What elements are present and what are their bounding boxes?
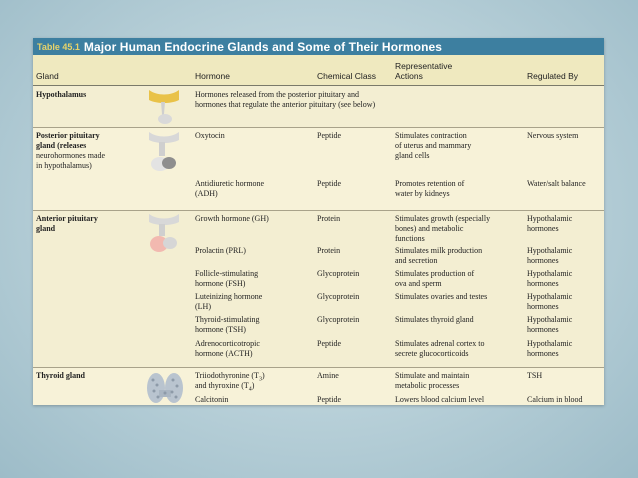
class-gh: Protein (317, 214, 341, 223)
hormone-acth-line1: Adrenocorticotropic (195, 339, 260, 348)
hormone-t3-subscript: 3 (258, 376, 262, 383)
hormone-fsh-line2: hormone (FSH) (195, 279, 246, 288)
header-actions-line2: Actions (395, 71, 423, 81)
reg-prl-line2: hormones (527, 256, 559, 265)
table-row (33, 128, 604, 211)
reg-oxytocin: Nervous system (527, 131, 579, 140)
header-regulated-by: Regulated By (527, 71, 579, 81)
table-header-row (33, 55, 604, 86)
class-fsh: Glycoprotein (317, 269, 360, 278)
hormone-t4 (195, 381, 315, 395)
hormone-t3-text: Triiodothyronine (T (195, 371, 259, 380)
reg-lh-line2: hormones (527, 302, 559, 311)
table-number: Table 45.1 (37, 41, 80, 52)
reg-lh-line1: Hypothalamic (527, 292, 573, 301)
table-body (33, 86, 604, 405)
hormone-calcitonin: Calcitonin (195, 395, 229, 404)
gland-thyroid: Thyroid gland (36, 371, 85, 380)
gland-posterior-pituitary: Posterior pituitary (36, 131, 100, 140)
table-title: Major Human Endocrine Glands and Some of Their Hormones (83, 39, 443, 54)
hypothalamus-desc-line1: Hormones released from the posterior pituitary and (195, 90, 359, 99)
hormone-t4-close: ) (251, 381, 255, 390)
table-title-bar (33, 38, 604, 55)
posterior-gland-note-line3: in hypothalamus) (36, 161, 92, 170)
hormone-gh: Growth hormone (GH) (195, 214, 269, 223)
hormone-adh-line1: Antidiuretic hormone (195, 179, 265, 188)
reg-tsh-line1: Hypothalamic (527, 315, 573, 324)
hormone-acth-line2: hormone (ACTH) (195, 349, 253, 358)
action-oxytocin-line1: Stimulates contraction (395, 131, 467, 140)
reg-adh: Water/salt balance (527, 179, 586, 188)
header-chemical-class: Chemical Class (317, 71, 377, 81)
action-acth-line1: Stimulates adrenal cortex to (395, 339, 485, 348)
action-t3-t4-line1: Stimulate and maintain (395, 371, 470, 380)
class-acth: Peptide (317, 339, 341, 348)
table-row (33, 211, 604, 368)
action-fsh-line2: ova and sperm (395, 279, 442, 288)
hypothalamus-illustration (145, 86, 181, 126)
class-tsh: Glycoprotein (317, 315, 360, 324)
gland-hypothalamus: Hypothalamus (36, 90, 87, 99)
class-calcitonin: Peptide (317, 395, 341, 404)
class-t3-t4: Amine (317, 371, 339, 380)
hormone-t4-text: and thyroxine (T (195, 381, 249, 390)
action-adh-line1: Promotes retention of (395, 179, 465, 188)
action-gh-line2: bones) and metabolic (395, 224, 464, 233)
class-prl: Protein (317, 246, 341, 255)
action-oxytocin-line3: gland cells (395, 151, 430, 160)
gland-anterior-pituitary-line2: gland (36, 224, 56, 233)
action-gh-line3: functions (395, 234, 425, 243)
hormone-tsh-line1: Thyroid-stimulating (195, 315, 260, 324)
hormone-lh-line2: (LH) (195, 302, 211, 311)
reg-acth-line2: hormones (527, 349, 559, 358)
reg-fsh-line2: hormones (527, 279, 559, 288)
posterior-gland-note-line1 (36, 141, 128, 151)
reg-gh-line1: Hypothalamic (527, 214, 573, 223)
hormone-oxytocin: Oxytocin (195, 131, 225, 140)
hormone-t3-close: ) (261, 371, 265, 380)
hormone-lh-line1: Luteinizing hormone (195, 292, 263, 301)
reg-fsh-line1: Hypothalamic (527, 269, 573, 278)
reg-gh-line2: hormones (527, 224, 559, 233)
action-adh-line2: water by kidneys (395, 189, 450, 198)
action-gh-line1: Stimulates growth (especially (395, 214, 491, 223)
posterior-pituitary-illustration (143, 130, 183, 176)
hypothalamus-desc-line2: hormones that regulate the anterior pituitary (see below) (195, 100, 376, 109)
header-actions-line1: Representative (395, 61, 453, 71)
reg-tsh-line2: hormones (527, 325, 559, 334)
table-row (33, 86, 604, 128)
posterior-gland-name-line2: gland (releases (36, 141, 87, 150)
action-calcitonin: Lowers blood calcium level (395, 395, 485, 404)
action-lh: Stimulates ovaries and testes (395, 292, 488, 301)
anterior-pituitary-illustration (143, 212, 183, 256)
posterior-gland-note-line2: neurohormones made (36, 151, 106, 160)
thyroid-illustration (145, 370, 185, 405)
header-hormone: Hormone (195, 71, 230, 81)
class-oxytocin: Peptide (317, 131, 341, 140)
action-t3-t4-line2: metabolic processes (395, 381, 460, 390)
gland-anterior-pituitary: Anterior pituitary (36, 214, 98, 223)
reg-calcitonin: Calcium in blood (527, 395, 583, 404)
class-lh: Glycoprotein (317, 292, 360, 301)
hormone-tsh-line2: hormone (TSH) (195, 325, 246, 334)
action-prl-line1: Stimulates milk production (395, 246, 483, 255)
action-tsh: Stimulates thyroid gland (395, 315, 474, 324)
reg-t3-t4: TSH (527, 371, 543, 380)
hormone-fsh-line1: Follicle-stimulating (195, 269, 259, 278)
header-gland: Gland (36, 71, 59, 81)
action-oxytocin-line2: of uterus and mammary (395, 141, 472, 150)
hormone-t4-subscript: 4 (248, 386, 252, 393)
table-row (33, 368, 604, 405)
class-adh: Peptide (317, 179, 341, 188)
endocrine-table (33, 38, 604, 405)
action-fsh-line1: Stimulates production of (395, 269, 475, 278)
reg-prl-line1: Hypothalamic (527, 246, 573, 255)
reg-acth-line1: Hypothalamic (527, 339, 573, 348)
hormone-adh-line2: (ADH) (195, 189, 218, 198)
action-acth-line2: secrete glucocorticoids (395, 349, 469, 358)
hormone-prl: Prolactin (PRL) (195, 246, 246, 255)
action-prl-line2: and secretion (395, 256, 438, 265)
